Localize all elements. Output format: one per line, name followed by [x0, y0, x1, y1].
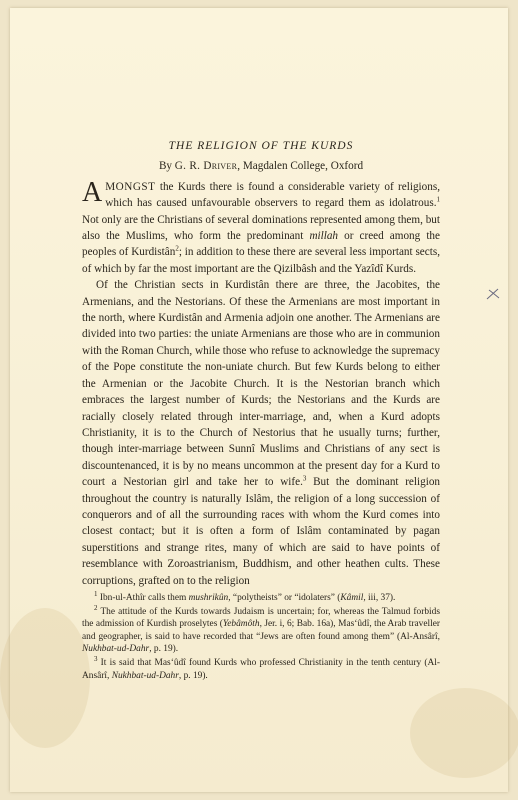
footnote-number: 2 [94, 603, 98, 612]
footnote-1 [82, 589, 440, 605]
paragraph-1 [82, 176, 440, 277]
footnote-number: 3 [94, 654, 98, 663]
byline-prefix: By [158, 160, 172, 173]
text-run: But the dominant religion throughout the country is naturally Islâm, the religion of a long succession of conquerors and of all the surrounding races with whom the Kurd comes into closest contact; but it is often a form of Islâm contaminated by pagan superstitions and strange rites, many of which are said to have points of resemblance with Zoroastrianism, Buddhism, and other heathen cults. These corruptions, grafted on to the religion [82, 476, 441, 587]
drop-cap: A [82, 176, 103, 208]
footnote-text: , p. 19). [149, 644, 179, 655]
first-word: MONGST [105, 180, 156, 193]
paper-stain [410, 688, 518, 778]
pencil-cross-mark [486, 287, 500, 301]
footnote-italic: mushrikûn [188, 592, 229, 603]
paper-stain [0, 608, 90, 748]
affiliation: , Magdalen College, Oxford [237, 160, 364, 173]
footnote-text: , Jer. i, 6; Bab. 16a), Mas‘ûdî, the Arab traveller and geographer, is said to have recorded that “Jews are often found among them” (Al-Ansârî, [82, 619, 440, 642]
footnote-2 [82, 603, 440, 656]
footnote-ref-1: 1 [436, 195, 440, 204]
footnote-ref-3: 3 [302, 474, 307, 483]
footnote-ref-2: 2 [175, 244, 179, 253]
paragraph-2 [82, 277, 440, 589]
text-run: or creed among the peoples of Kurdistân [82, 230, 440, 259]
footnote-text: The attitude of the Kurds towards Judaism is uncertain; for, whereas the Talmud forbids the admission of Kurdish proselytes ( [82, 606, 440, 630]
footnote-number: 1 [94, 589, 98, 598]
footnote-text: , iii, 37). [363, 592, 396, 603]
text-run: Not only are the Christians of several dominations represented among them, but also the Muslims, who form the predominant [82, 213, 440, 243]
footnotes [82, 589, 440, 682]
footnote-italic: Nukhbat-ud-Dahr [111, 670, 179, 681]
footnote-italic: Nukhbat-ud-Dahr [82, 644, 150, 655]
byline [82, 158, 440, 174]
article-title: THE RELIGION OF THE KURDS [168, 140, 354, 152]
author-name: G. R. Driver [174, 160, 238, 173]
article [82, 138, 440, 683]
text-run: Of the Christian sects in Kurdistân there are three, the Jacobites, the Armenians, and the Nestorians. Of these the Armenians are most important in the north, where Kurdistân and Armenia adjoin one another. The Armenians are divided into two parties: the uniate Armenians are those who are in communion with the Roman Church, while those who refuse to acknowledge the supremacy of the Pope constitute the non-uniate church. But few Kurds belong to either the Armenian or the Jacobite Church. It is the Nestorian branch which embraces the largest number of Kurds; the Nestorians and the Kurds are racially closely related through inter-marriage, and, when a Kurd adopts Christianity, it is to the Church of Nestorius that he usually turns; further, though inter-marriage between Sunnî Muslims and Christians of any sect is discountenanced, it is by no means uncommon at the present day for a Kurd to court a Nestorian girl and take her to wife. [82, 279, 440, 489]
footnote-3 [82, 654, 440, 682]
text-run: the Kurds there is found a considerable variety of religions, which has caused unfavourable observers to regard them as idolatrous. [105, 180, 440, 210]
text-run: ; in addition to these there are several less important sects, of which by far the most important are the Qizilbâsh and the Yazîdî Kurds. [82, 246, 440, 275]
footnote-text: It is said that Mas‘ûdî found Kurds who professed Christianity in the tenth century (Al-Ansârî, [82, 657, 440, 681]
footnote-italic: Yebâmôth [222, 619, 260, 630]
italic-term-millah: millah [309, 230, 339, 243]
footnote-text: , “polytheists” or “idolaters” ( [228, 592, 341, 603]
footnote-text: Ibn-ul-Athîr calls them [97, 592, 189, 603]
footnote-italic: Kâmil [340, 592, 364, 603]
footnote-text: , p. 19). [178, 670, 208, 681]
